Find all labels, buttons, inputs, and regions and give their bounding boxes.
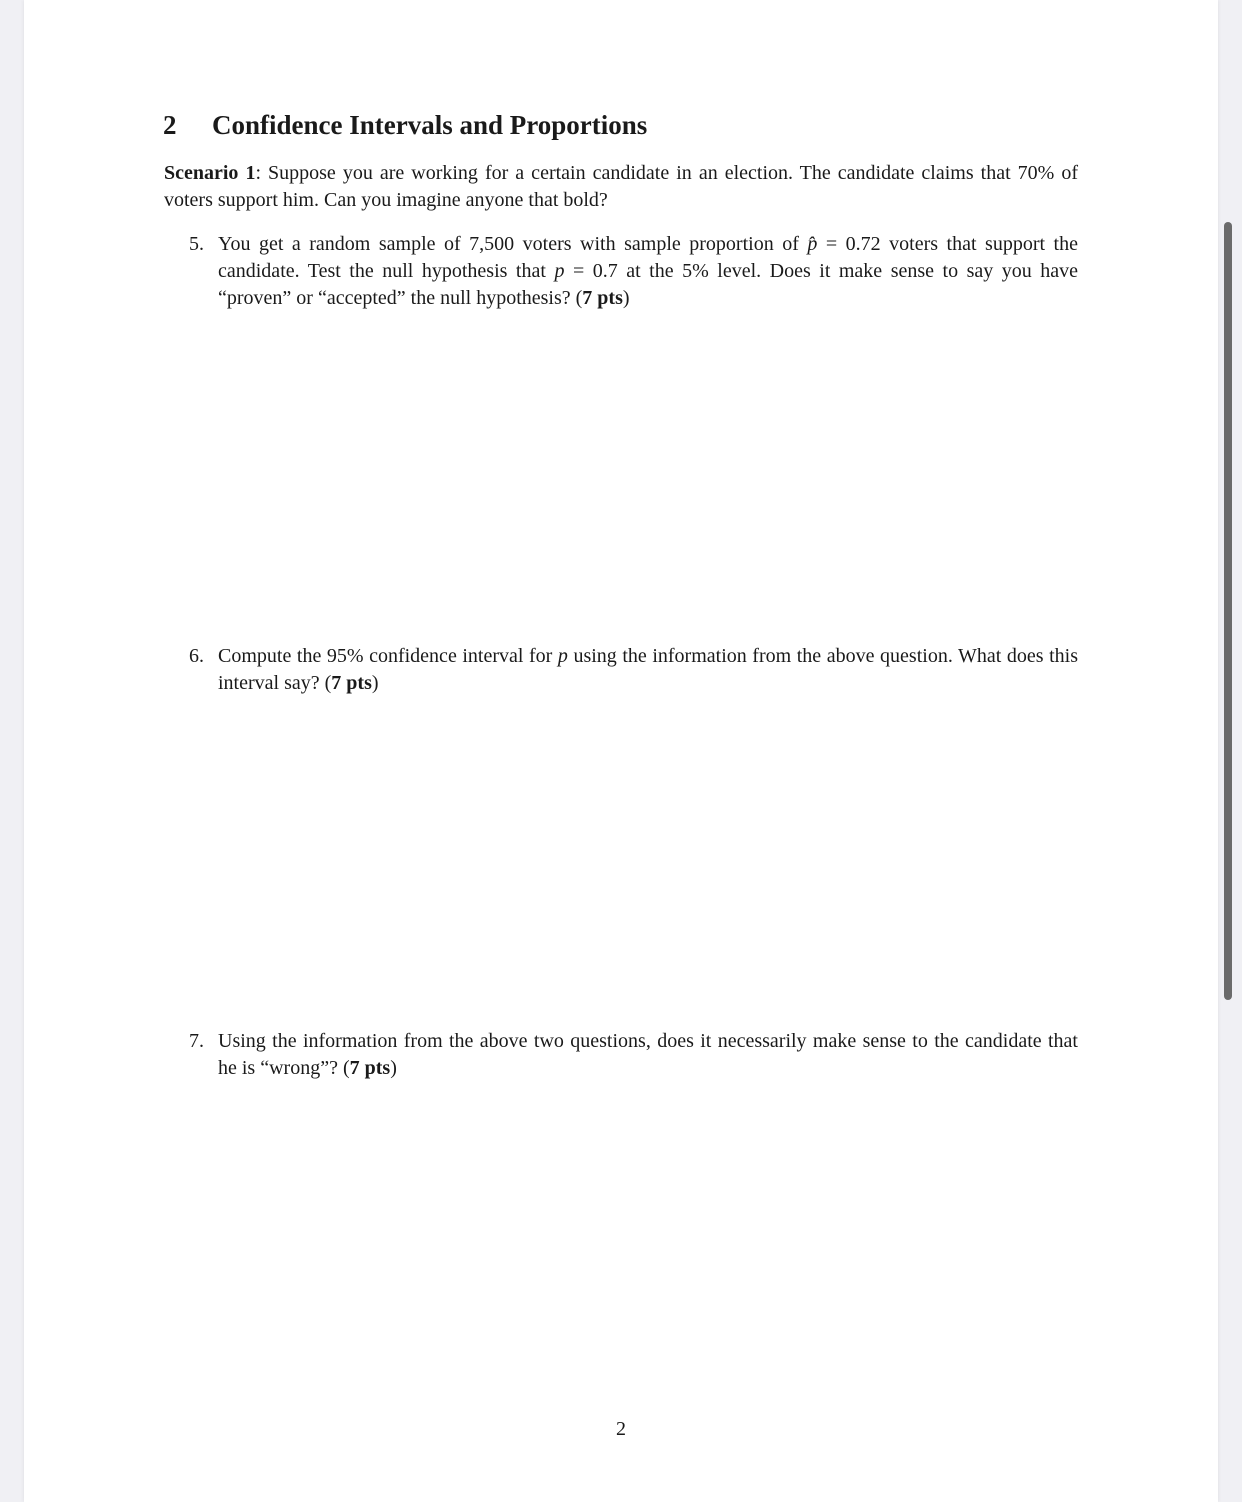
section-heading xyxy=(163,106,647,144)
section-title: Confidence Intervals and Proportions xyxy=(212,110,648,140)
question-text-part: Using the information from the above two questions, does it necessarily make sense to the candidate that he is “wrong”? ( xyxy=(218,1030,1078,1079)
vertical-scrollbar[interactable] xyxy=(1224,222,1232,1000)
question-text xyxy=(218,1028,1078,1082)
question-7 xyxy=(189,1028,1078,1082)
question-number: 5. xyxy=(189,233,204,255)
question-text-part: ) xyxy=(390,1057,397,1079)
points-label: 7 pts xyxy=(582,287,623,309)
page-number: 2 xyxy=(616,1418,626,1440)
points-label: 7 pts xyxy=(331,672,372,694)
document-page xyxy=(24,0,1218,1502)
scenario-paragraph xyxy=(164,160,1078,214)
question-text-part: Compute the 95% confidence interval for xyxy=(218,645,558,667)
question-text xyxy=(218,231,1078,312)
question-text-part: = 0.7 at the 5% level. Does it make sense to say you have “proven” or “accepted” the null hypothesis? ( xyxy=(218,260,1079,309)
question-text-part: ) xyxy=(371,672,379,694)
question-number: 6. xyxy=(189,645,204,667)
question-text-part: using the information from the above question. What does this interval say? ( xyxy=(218,645,1078,694)
scenario-text: : Suppose you are working for a certain candidate in an election. The candidate claims that 70% of voters support him. Can you imagine anyone that bold? xyxy=(164,162,1078,211)
scenario-label: Scenario 1 xyxy=(164,162,256,184)
math-variable-p: p xyxy=(554,260,565,282)
question-text-part: You get a random sample of 7,500 voters with sample proportion of xyxy=(218,233,808,255)
question-number: 7. xyxy=(189,1030,204,1052)
question-text-part: = 0.72 voters that support the candidate. Test the null hypothesis that xyxy=(218,233,1078,282)
question-text-part: ) xyxy=(622,287,630,309)
question-5 xyxy=(189,231,1078,312)
question-6 xyxy=(189,643,1078,697)
math-variable-p: p xyxy=(557,645,568,667)
question-text xyxy=(218,643,1078,697)
section-number: 2 xyxy=(163,110,177,140)
points-label: 7 pts xyxy=(349,1057,391,1079)
math-variable-p-hat: p̂ xyxy=(807,233,818,255)
